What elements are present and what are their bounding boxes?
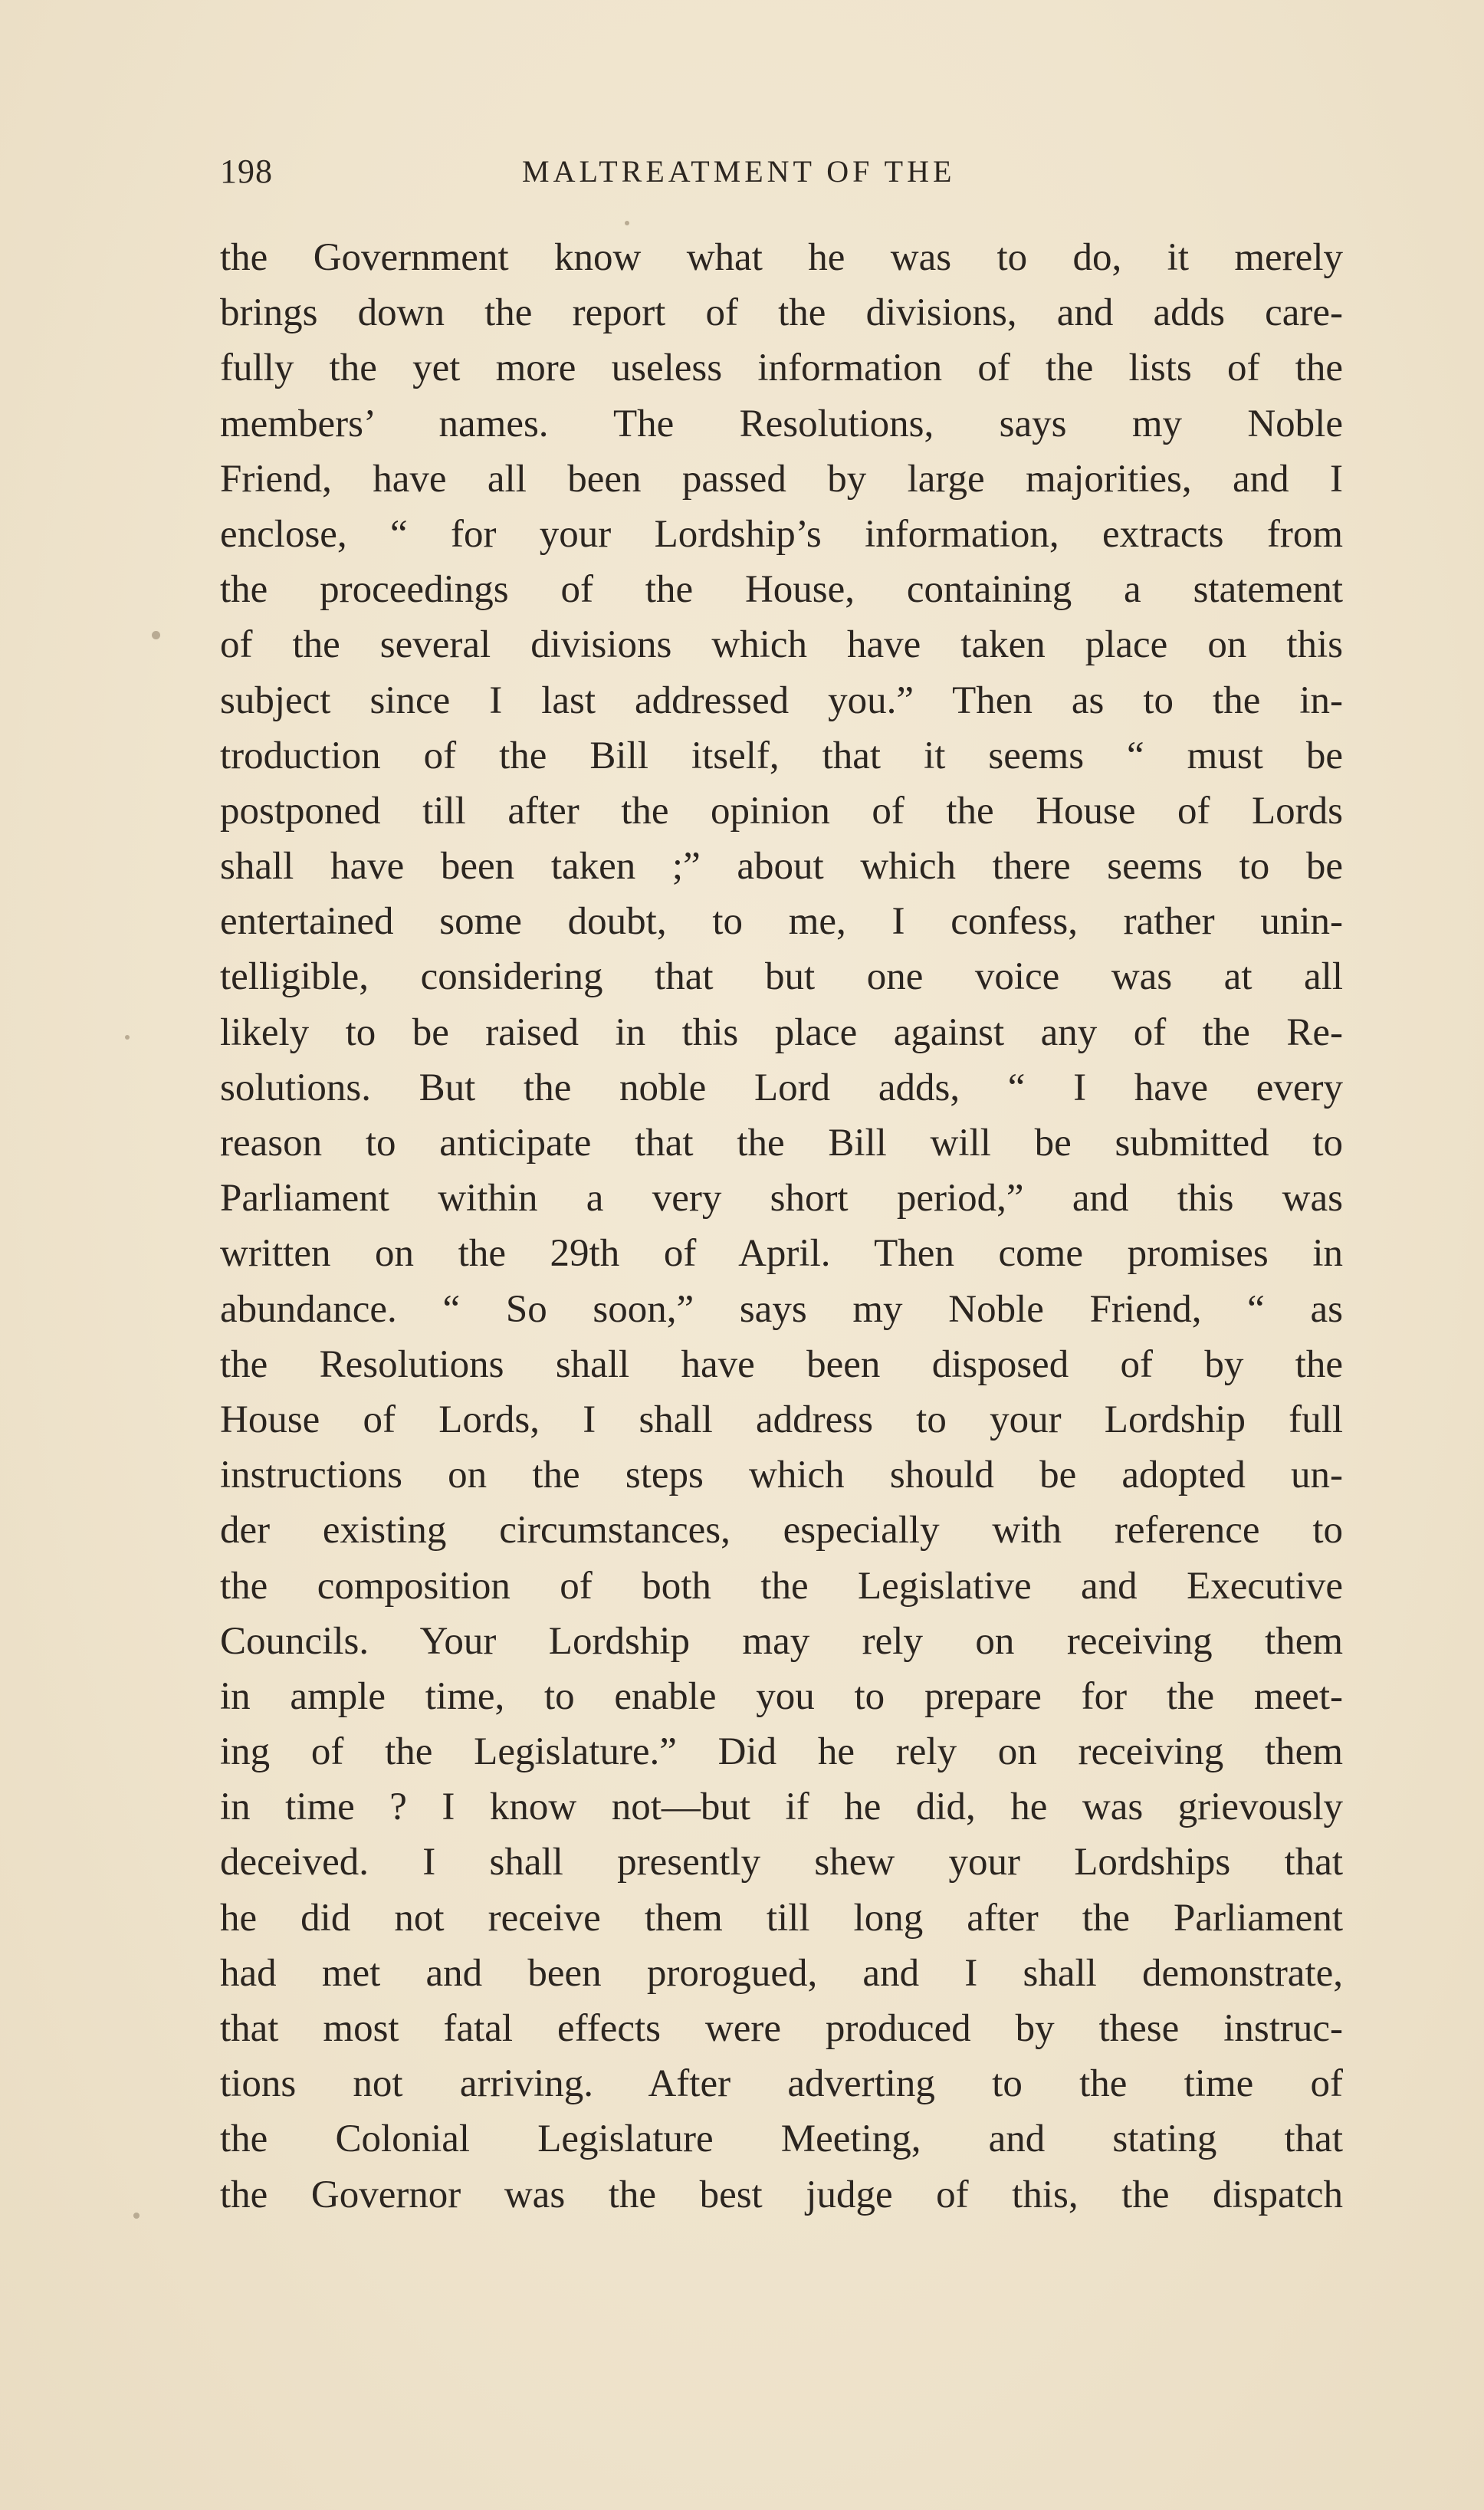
text-line: entertained some doubt, to me, I confess, rather unin- bbox=[220, 900, 1343, 944]
text-line: the Government know what he was to do, it merely bbox=[220, 236, 1343, 279]
paper-speck bbox=[152, 631, 160, 639]
text-line: Councils. Your Lordship may rely on receiving them bbox=[220, 1619, 1343, 1663]
text-line: Parliament within a very short period,” and this was bbox=[220, 1177, 1343, 1221]
text-line: in time ? I know not—but if he did, he was grievously bbox=[220, 1786, 1343, 1829]
text-line: telligible, considering that but one voice was at all bbox=[220, 955, 1343, 999]
text-line: subject since I last addressed you.” Then as to the in- bbox=[220, 678, 1343, 722]
text-line: members’ names. The Resolutions, says my Noble bbox=[220, 402, 1343, 445]
page-number: 198 bbox=[220, 153, 273, 190]
text-line: the Colonial Legislature Meeting, and stating that bbox=[220, 2117, 1343, 2161]
paper-speck bbox=[625, 221, 629, 225]
text-line: enclose, “ for your Lordship’s information, extracts from bbox=[220, 512, 1343, 556]
text-line: of the several divisions which have taken place on this bbox=[220, 623, 1343, 667]
text-line: the Resolutions shall have been disposed of by the bbox=[220, 1342, 1343, 1386]
text-line: Friend, have all been passed by large majorities, and I bbox=[220, 457, 1343, 501]
text-line: fully the yet more useless information of the lists of the bbox=[220, 347, 1343, 390]
text-line: likely to be raised in this place against any of the Re- bbox=[220, 1010, 1343, 1054]
text-line: solutions. But the noble Lord adds, “ I have every bbox=[220, 1066, 1343, 1109]
text-line: he did not receive them till long after the Parliament bbox=[220, 1896, 1343, 1940]
text-line: ing of the Legislature.” Did he rely on receiving them bbox=[220, 1730, 1343, 1774]
text-line: troduction of the Bill itself, that it seems “ must be bbox=[220, 734, 1343, 777]
text-line: shall have been taken ;” about which there seems to be bbox=[220, 845, 1343, 889]
text-line: the proceedings of the House, containing a statement bbox=[220, 568, 1343, 612]
text-line: brings down the report of the divisions, and adds care- bbox=[220, 291, 1343, 335]
running-head: MALTREATMENT OF THE bbox=[522, 154, 956, 189]
text-line: deceived. I shall presently shew your Lordships that bbox=[220, 1841, 1343, 1884]
text-line: instructions on the steps which should be adopted un- bbox=[220, 1454, 1343, 1497]
body-text bbox=[220, 230, 1343, 2223]
text-line: postponed till after the opinion of the House of Lords bbox=[220, 789, 1343, 833]
paper-speck bbox=[133, 2213, 140, 2219]
page-header bbox=[220, 152, 1343, 205]
text-line: reason to anticipate that the Bill will be submitted to bbox=[220, 1122, 1343, 1165]
text-line: in ample time, to enable you to prepare for the meet- bbox=[220, 1674, 1343, 1718]
text-line: the composition of both the Legislative and Executive bbox=[220, 1564, 1343, 1608]
text-line: that most fatal effects were produced by these instruc- bbox=[220, 2007, 1343, 2050]
text-line: House of Lords, I shall address to your Lordship full bbox=[220, 1398, 1343, 1441]
text-line: abundance. “ So soon,” says my Noble Friend, “ as bbox=[220, 1287, 1343, 1331]
text-line: der existing circumstances, especially with reference to bbox=[220, 1509, 1343, 1552]
text-line: had met and been prorogued, and I shall demonstrate, bbox=[220, 1951, 1343, 1995]
text-line: written on the 29th of April. Then come promises in bbox=[220, 1232, 1343, 1276]
text-line: tions not arriving. After adverting to the time of bbox=[220, 2062, 1343, 2106]
paper-speck bbox=[125, 1035, 130, 1040]
text-line: the Governor was the best judge of this, the dispatch bbox=[220, 2173, 1343, 2216]
